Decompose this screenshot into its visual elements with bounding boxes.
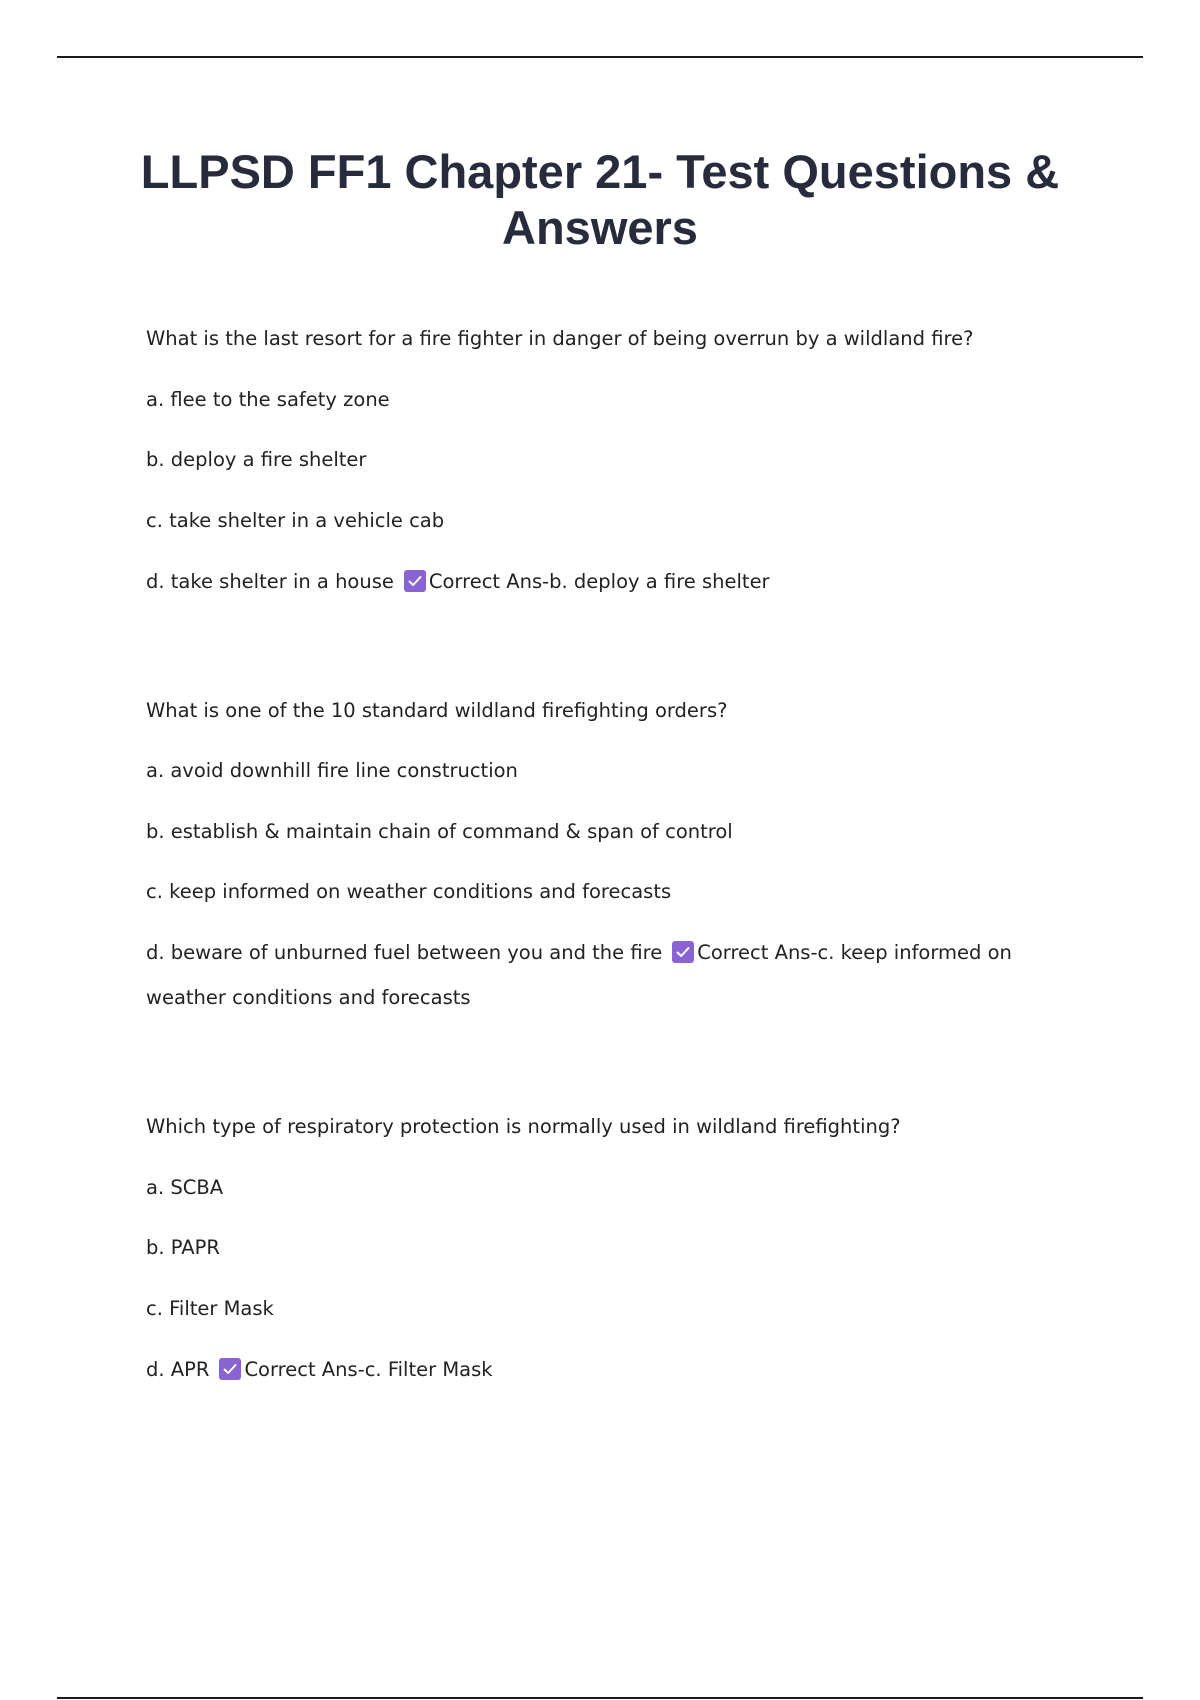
question-text: What is one of the 10 standard wildland firefighting orders? [146, 698, 728, 722]
question-block [146, 316, 1076, 604]
question-block [146, 688, 1076, 1021]
option-d: d. APR [146, 1357, 210, 1381]
correct-answer: Correct Ans-c. Filter Mask [244, 1357, 493, 1381]
option-c: c. Filter Mask [146, 1296, 274, 1320]
option-b: b. establish & maintain chain of command & span of control [146, 819, 733, 843]
option-a: a. avoid downhill fire line construction [146, 759, 518, 782]
option-d: d. beware of unburned fuel between you and the fire [146, 941, 663, 964]
option-d-with-answer [146, 930, 1076, 1020]
option-d: d. take shelter in a house [146, 569, 394, 593]
correct-answer: Correct Ans-c. keep informed on weather conditions and forecasts [146, 941, 1012, 1009]
option-b: b. deploy a fire shelter [146, 448, 367, 471]
checkbox-checked-icon [404, 570, 426, 592]
questions-list [146, 316, 1076, 1392]
option-a: a. SCBA [146, 1175, 224, 1199]
option-a: a. flee to the safety zone [146, 387, 390, 411]
option-d-with-answer [146, 559, 1076, 604]
bottom-divider [57, 1697, 1143, 1699]
question-text: What is the last resort for a fire fighter in danger of being overrun by a wildland fire? [146, 327, 974, 350]
document-title: LLPSD FF1 Chapter 21- Test Questions & Answers [140, 145, 1060, 254]
option-c: c. keep informed on weather conditions and forecasts [146, 880, 672, 903]
option-b: b. PAPR [146, 1236, 220, 1259]
top-divider [57, 56, 1143, 58]
option-d-with-answer [146, 1347, 1076, 1392]
checkbox-checked-icon [672, 941, 694, 963]
question-block [146, 1104, 1076, 1392]
correct-answer: Correct Ans-b. deploy a fire shelter [428, 569, 770, 593]
question-text: Which type of respiratory protection is normally used in wildland firefighting? [146, 1115, 901, 1138]
option-c: c. take shelter in a vehicle cab [146, 508, 445, 532]
checkbox-checked-icon [219, 1358, 241, 1380]
